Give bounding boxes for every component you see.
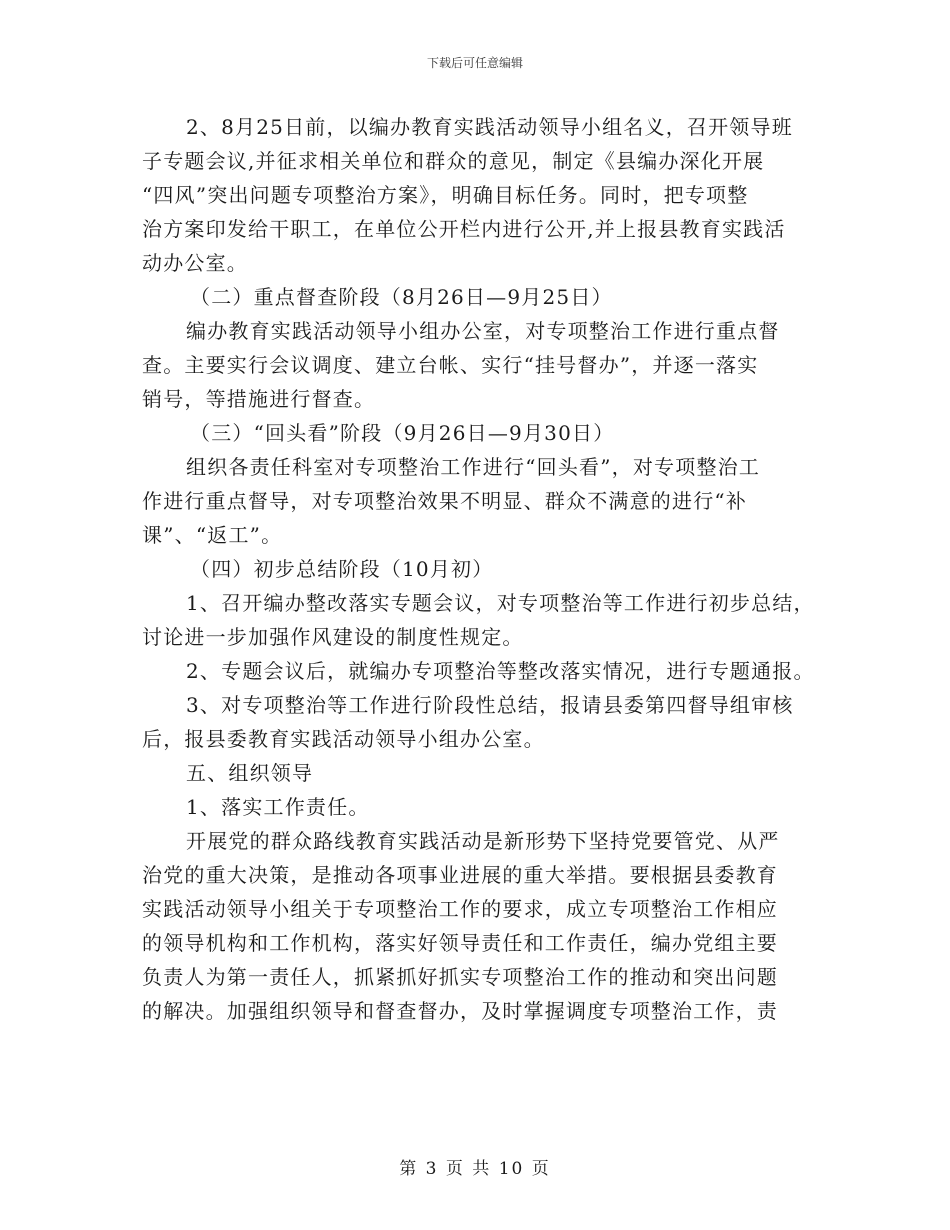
paragraph-line: 开展党的群众路线教育实践活动是新形势下坚持党要管党、从严: [186, 829, 780, 853]
subsection-heading: 1、落实工作责任。: [186, 795, 370, 819]
paragraph-line: 编办教育实践活动领导小组办公室，对专项整治工作进行重点督: [186, 319, 780, 343]
section-heading: （三）“回头看”阶段（9月26日—9月30日）: [190, 421, 615, 445]
paragraph-line: 2、8月25日前，以编办教育实践活动领导小组名义，召开领导班: [186, 115, 793, 139]
paragraph-line: 负责人为第一责任人，抓紧抓好抓实专项整治工作的推动和突出问题: [142, 965, 778, 989]
paragraph-line: 1、召开编办整改落实专题会议，对专项整治等工作进行初步总结，: [186, 591, 815, 615]
paragraph-line: 讨论进一步加强作风建设的制度性规定。: [142, 625, 524, 649]
document-body: [142, 110, 832, 1028]
paragraph-line: 子专题会议,并征求相关单位和群众的意见，制定《县编办深化开展: [142, 149, 765, 173]
paragraph-line: 销号，等措施进行督查。: [142, 387, 376, 411]
page-header: 下载后可任意编辑: [426, 56, 523, 70]
paragraph-line: 课”、“返工”。: [142, 523, 283, 547]
paragraph-line: 组织各责任科室对专项整治工作进行“回头看”，对专项整治工: [186, 455, 761, 479]
paragraph-line: 的领导机构和工作机构，落实好领导责任和工作责任，编办党组主要: [142, 931, 778, 955]
page-number: 第 3 页 共 10 页: [399, 1159, 551, 1179]
paragraph-line: 后，报县委教育实践活动领导小组办公室。: [142, 727, 545, 751]
paragraph-line: 实践活动领导小组关于专项整治工作的要求，成立专项整治工作相应: [142, 897, 778, 921]
paragraph-line: 查。主要实行会议调度、建立台帐、实行“挂号督办”，并逐一落实: [142, 353, 759, 377]
section-heading: （二）重点督查阶段（8月26日—9月25日）: [190, 285, 613, 309]
paragraph-line: 作进行重点督导，对专项整治效果不明显、群众不满意的进行“补: [142, 489, 748, 513]
paragraph-line: 治方案印发给干职工，在单位公开栏内进行公开,并上报县教育实践活: [142, 217, 786, 241]
paragraph-line: 动办公室。: [142, 251, 248, 275]
paragraph-line: “四风”突出问题专项整治方案》，明确目标任务。同时，把专项整: [142, 183, 749, 207]
paragraph-line: 3、对专项整治等工作进行阶段性总结，报请县委第四督导组审核: [186, 693, 794, 717]
paragraph-line: 的解决。加强组织领导和督查督办，及时掌握调度专项整治工作，责: [142, 999, 778, 1023]
section-heading: 五、组织领导: [186, 761, 314, 785]
section-heading: （四）初步总结阶段（10月初）: [190, 557, 494, 581]
paragraph-line: 治党的重大决策，是推动各项事业进展的重大举措。要根据县委教育: [142, 863, 778, 887]
paragraph-line: 2、专题会议后，就编办专项整治等整改落实情况，进行专题通报。: [186, 659, 815, 683]
